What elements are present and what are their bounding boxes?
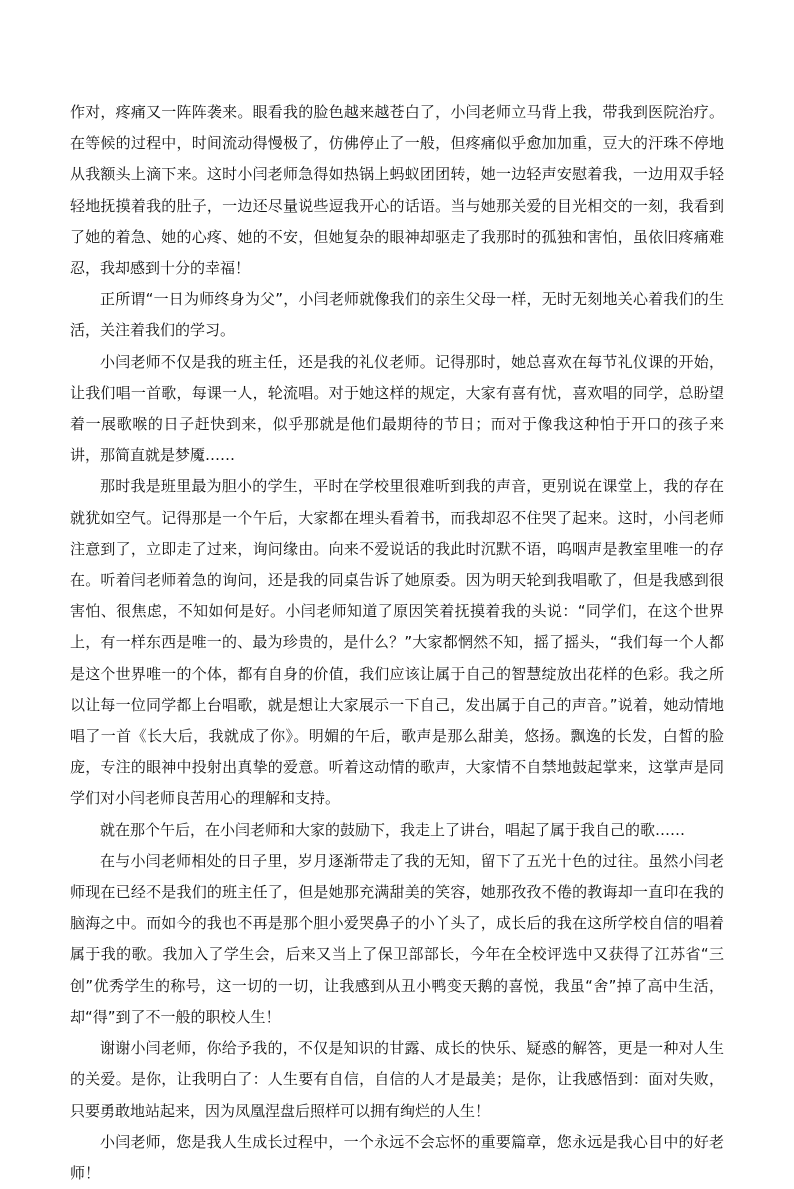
paragraph-2: 正所谓“一日为师终身为父”，小闫老师就像我们的亲生父母一样，无时无刻地关心着我们的生活，关注着我们的学习。 — [70, 290, 724, 340]
paragraph-4: 那时我是班里最为胆小的学生，平时在学校里很难听到我的声音，更别说在课堂上，我的存在就犹如空气。记得那是一个午后，大家都在埋头看着书，而我却忍不住哭了起来。这时，小闫老师注意到了，立即走了过来，询问缘由。向来不爱说话的我此时沉默不语，呜咽声是教室里唯一的存在。听着闫老师着急的询问，还是我的同桌告诉了她原委。因为明天轮到我唱歌了，但是我感到很害怕、很焦虑，不知如何是好。小闫老师知道了原因笑着抚摸着我的头说：“同学们，在这个世界上，有一样东西是唯一的、最为珍贵的，是什么？”大家都惘然不知，摇了摇头，“我们每一个人都是这个世界唯一的个体，都有自身的价值，我们应该让属于自己的智慧绽放出花样的色彩。我之所以让每一位同学都上台唱歌，就是想让大家展示一下自己，发出属于自己的声音。”说着，她动情地唱了一首《长大后，我就成了你》。明媚的午后，歌声是那么甜美，悠扬。飘逸的长发，白皙的脸庞，专注的眼神中投射出真挚的爱意。听着这动情的歌声，大家情不自禁地鼓起掌来，这掌声是同学们对小闫老师良苦用心的理解和支持。 — [70, 477, 724, 808]
essay-body — [70, 97, 724, 1189]
paragraph-5: 就在那个午后，在小闫老师和大家的鼓励下，我走上了讲台，唱起了属于我自己的歌…… — [100, 820, 686, 839]
paragraph-1: 作对，疼痛又一阵阵袭来。眼看我的脸色越来越苍白了，小闫老师立马背上我，带我到医院治疗。在等候的过程中，时间流动得慢极了，仿佛停止了一般，但疼痛似乎愈加加重，豆大的汗珠不停地从我额头上滴下来。这时小闫老师急得如热锅上蚂蚁团团转，她一边轻声安慰着我，一边用双手轻轻地抚摸着我的肚子，一边还尽量说些逗我开心的话语。当与她那关爱的目光相交的一刻，我看到了她的着急、她的心疼、她的不安，但她复杂的眼神却驱走了我那时的孤独和害怕，虽依旧疼痛难忍，我却感到十分的幸福！ — [70, 103, 724, 278]
paragraph-3: 小闫老师不仅是我的班主任，还是我的礼仪老师。记得那时，她总喜欢在每节礼仪课的开始，让我们唱一首歌，每课一人，轮流唱。对于她这样的规定，大家有喜有忧，喜欢唱的同学，总盼望着一展歌喉的日子赶快到来，似乎那就是他们最期待的节日；而对于像我这种怕于开口的孩子来讲，那简直就是梦魇…… — [70, 352, 724, 465]
paragraph-8: 小闫老师，您是我人生成长过程中，一个永远不会忘怀的重要篇章，您永远是我心目中的好老师！ — [70, 1132, 724, 1182]
paragraph-6: 在与小闫老师相处的日子里，岁月逐渐带走了我的无知，留下了五光十色的过往。虽然小闫老师现在已经不是我们的班主任了，但是她那充满甜美的笑容，她那孜孜不倦的教诲却一直印在我的脑海之中。而如今的我也不再是那个胆小爱哭鼻子的小丫头了，成长后的我在这所学校自信的唱着属于我的歌。我加入了学生会，后来又当上了保卫部部长，今年在全校评选中又获得了江苏省“三创”优秀学生的称号，这一切的一切，让我感到从丑小鸭变天鹅的喜悦，我虽“舍”掉了高中生活，却“得”到了不一般的职校人生！ — [70, 851, 724, 1026]
paragraph-7: 谢谢小闫老师，你给予我的，不仅是知识的甘露、成长的快乐、疑惑的解答，更是一种对人生的关爱。是你，让我明白了：人生要有自信，自信的人才是最美；是你，让我感悟到：面对失败，只要勇敢地站起来，因为凤凰涅盘后照样可以拥有绚烂的人生！ — [70, 1039, 724, 1120]
